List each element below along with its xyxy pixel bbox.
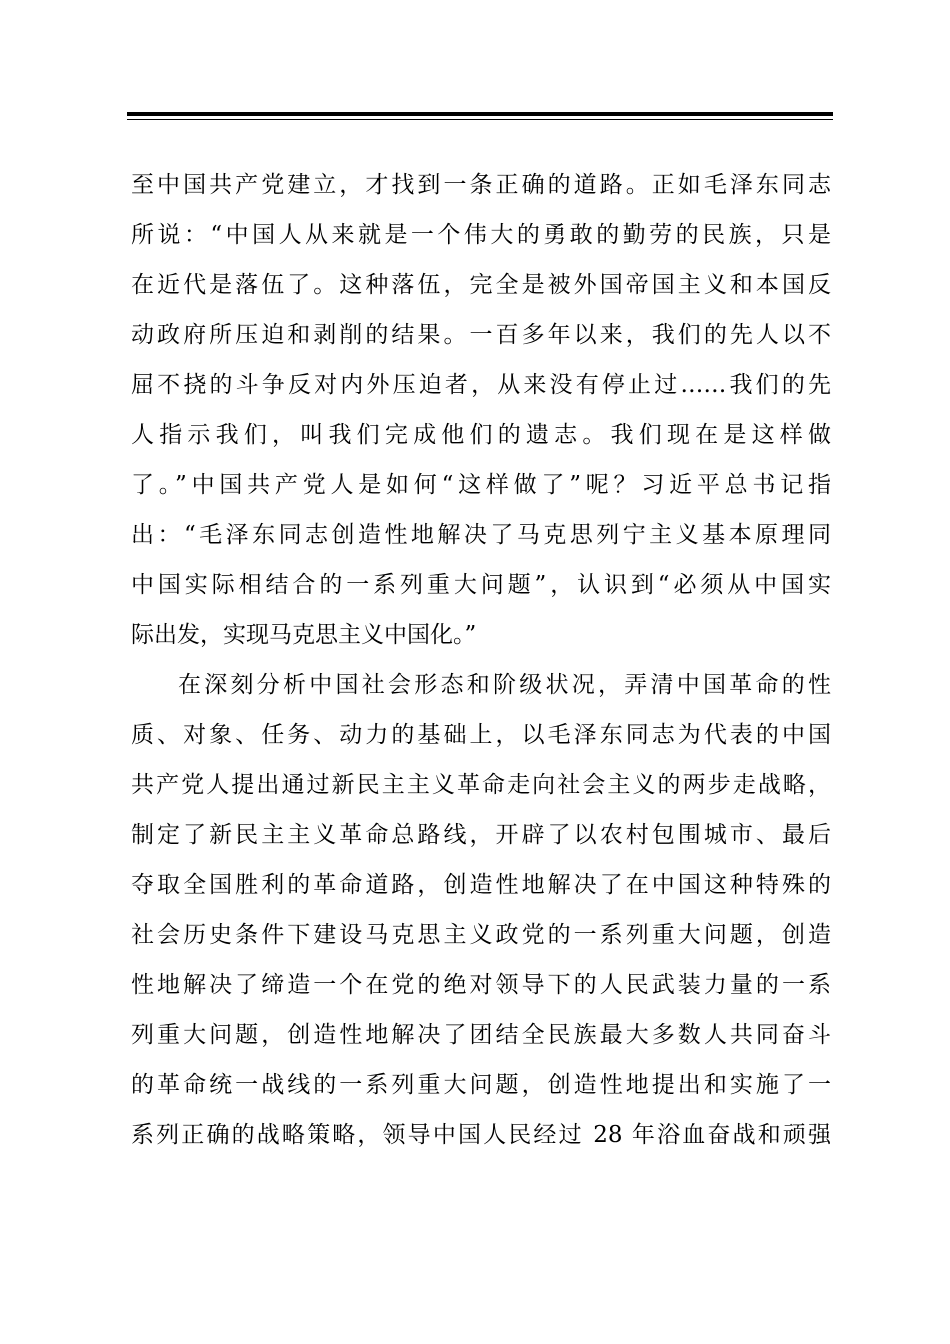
header-rule-thick — [127, 112, 833, 116]
text-line: 的革命统一战线的一系列重大问题，创造性地提出和实施了一 — [131, 1072, 831, 1098]
text-line: 系列正确的战略策略，领导中国人民经过 28 年浴血奋战和顽强 — [131, 1122, 831, 1148]
text-line: 性地解决了缔造一个在党的绝对领导下的人民武装力量的一系 — [131, 972, 831, 998]
text-line: 屈不挠的斗争反对内外压迫者，从来没有停止过……我们的先 — [131, 372, 831, 398]
paragraph-1 — [131, 160, 831, 660]
text-line: 夺取全国胜利的革命道路，创造性地解决了在中国这种特殊的 — [131, 872, 831, 898]
header-rule-thin — [127, 119, 833, 120]
text-line: 在近代是落伍了。这种落伍，完全是被外国帝国主义和本国反 — [131, 272, 831, 298]
text-line: 质、对象、任务、动力的基础上，以毛泽东同志为代表的中国 — [131, 722, 831, 748]
text-line: 在深刻分析中国社会形态和阶级状况，弄清中国革命的性 — [178, 672, 831, 698]
text-line: 动政府所压迫和剥削的结果。一百多年以来，我们的先人以不 — [131, 322, 831, 348]
text-line: 至中国共产党建立，才找到一条正确的道路。正如毛泽东同志 — [131, 172, 831, 198]
text-line: 中国实际相结合的一系列重大问题”，认识到“必须从中国实 — [131, 572, 831, 598]
text-line: 所说：“中国人从来就是一个伟大的勇敢的勤劳的民族，只是 — [131, 222, 831, 248]
text-line: 共产党人提出通过新民主主义革命走向社会主义的两步走战略， — [131, 772, 831, 798]
text-line: 出：“毛泽东同志创造性地解决了马克思列宁主义基本原理同 — [131, 522, 831, 548]
text-line: 列重大问题，创造性地解决了团结全民族最大多数人共同奋斗 — [131, 1022, 831, 1048]
text-line: 际出发，实现马克思主义中国化。” — [131, 622, 477, 648]
text-line: 社会历史条件下建设马克思主义政党的一系列重大问题，创造 — [131, 922, 831, 948]
paragraph-2 — [131, 660, 831, 1160]
text-line: 人指示我们，叫我们完成他们的遗志。我们现在是这样做 — [131, 422, 831, 448]
text-line: 制定了新民主主义革命总路线，开辟了以农村包围城市、最后 — [131, 822, 831, 848]
text-line: 了。”中国共产党人是如何“这样做了”呢？习近平总书记指 — [131, 472, 831, 498]
document-body — [131, 160, 831, 1160]
